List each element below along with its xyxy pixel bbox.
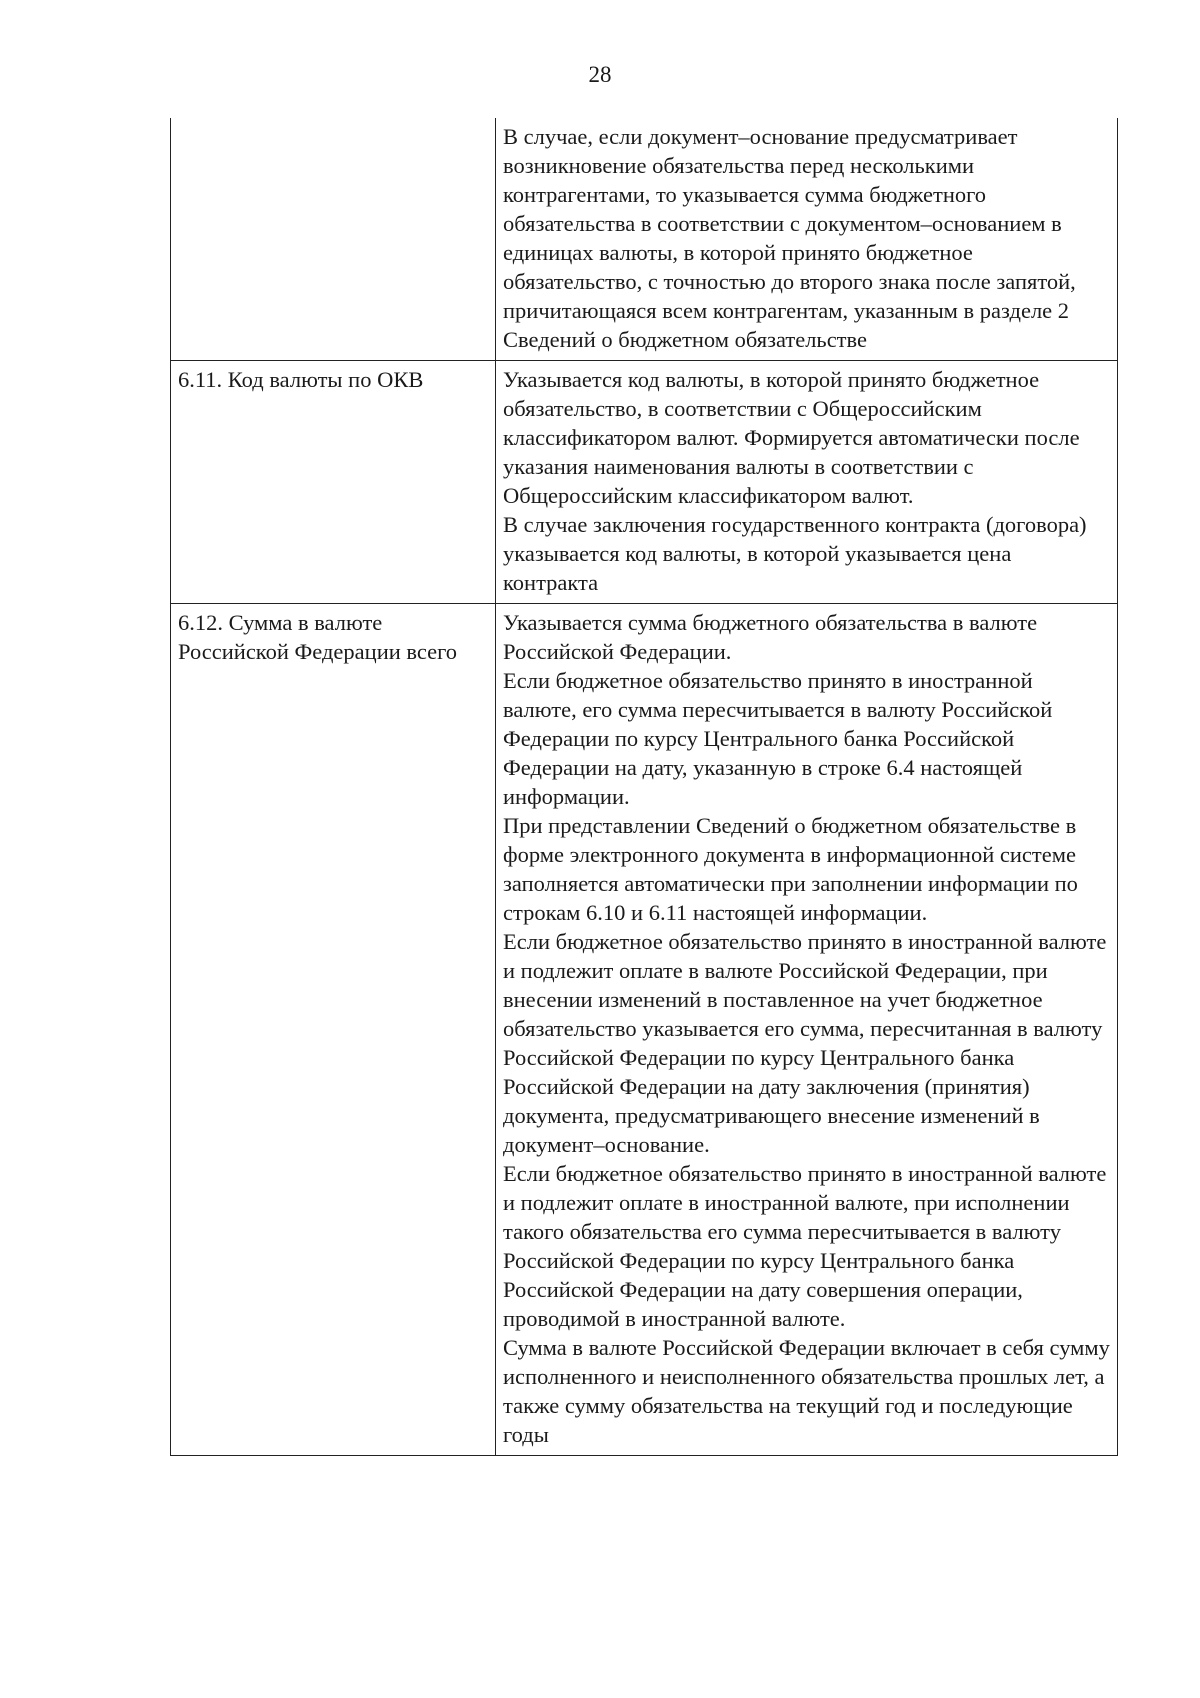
table-row-6-12 — [171, 604, 1118, 1456]
field-description-table — [170, 118, 1118, 1456]
field-description-cell — [496, 604, 1118, 1456]
page-number: 28 — [588, 62, 612, 87]
description-paragraph: Указывается сумма бюджетного обязательства в валюте Российской Федерации. — [503, 610, 1038, 664]
description-paragraph: В случае, если документ–основание предусматривает возникновение обязательства перед несколькими контрагентами, то указывается сумма бюджетного обязательства в соответствии с документом–основанием в единицах валюты, в которой принято бюджетное обязательство, с точностью до второго знака после запятой, причитающаяся всем контрагентам, указанным в разделе 2 Сведений о бюджетном обязательстве — [503, 124, 1076, 352]
description-paragraph: В случае заключения государственного контракта (договора) указывается код валюты, в которой указывается цена контракта — [503, 512, 1087, 595]
description-paragraph: Указывается код валюты, в которой принято бюджетное обязательство, в соответствии с Общероссийским классификатором валют. Формируется автоматически после указания наименования валюты в соответствии с Общероссийским классификатором валют. — [503, 367, 1080, 508]
field-description-cell — [496, 361, 1118, 604]
description-paragraph: Если бюджетное обязательство принято в иностранной валюте, его сумма пересчитывается в валюту Российской Федерации по курсу Центрального банка Российской Федерации на дату, указанную в строке 6.4 настоящей информации. — [503, 668, 1053, 809]
description-paragraph: Сумма в валюте Российской Федерации включает в себя сумму исполненного и неисполненного обязательства прошлых лет, а также сумму обязательства на текущий год и последующие годы — [503, 1335, 1110, 1447]
description-paragraph: Если бюджетное обязательство принято в иностранной валюте и подлежит оплате в иностранной валюте, при исполнении такого обязательства его сумма пересчитывается в валюту Российской Федерации по курсу Центрального банка Российской Федерации на дату совершения операции, проводимой в иностранной валюте. — [503, 1161, 1107, 1331]
field-name-cell: 6.12. Сумма в валюте Российской Федерации всего — [171, 604, 496, 1456]
table-row-6-11 — [171, 361, 1118, 604]
field-name-cell: 6.11. Код валюты по ОКВ — [171, 361, 496, 604]
description-paragraph: Если бюджетное обязательство принято в иностранной валюте и подлежит оплате в валюте Российской Федерации, при внесении изменений в поставленное на учет бюджетное обязательство указывается его сумма, пересчитанная в валюту Российской Федерации по курсу Центрального банка Российской Федерации на дату заключения (принятия) документа, предусматривающего внесение изменений в документ–основание. — [503, 929, 1107, 1157]
field-description-cell — [496, 118, 1118, 361]
field-name-cell — [171, 118, 496, 361]
table-row-6-10-continued — [171, 118, 1118, 361]
description-paragraph: При представлении Сведений о бюджетном обязательстве в форме электронного документа в информационной системе заполняется автоматически при заполнении информации по строкам 6.10 и 6.11 настоящей информации. — [503, 813, 1078, 925]
